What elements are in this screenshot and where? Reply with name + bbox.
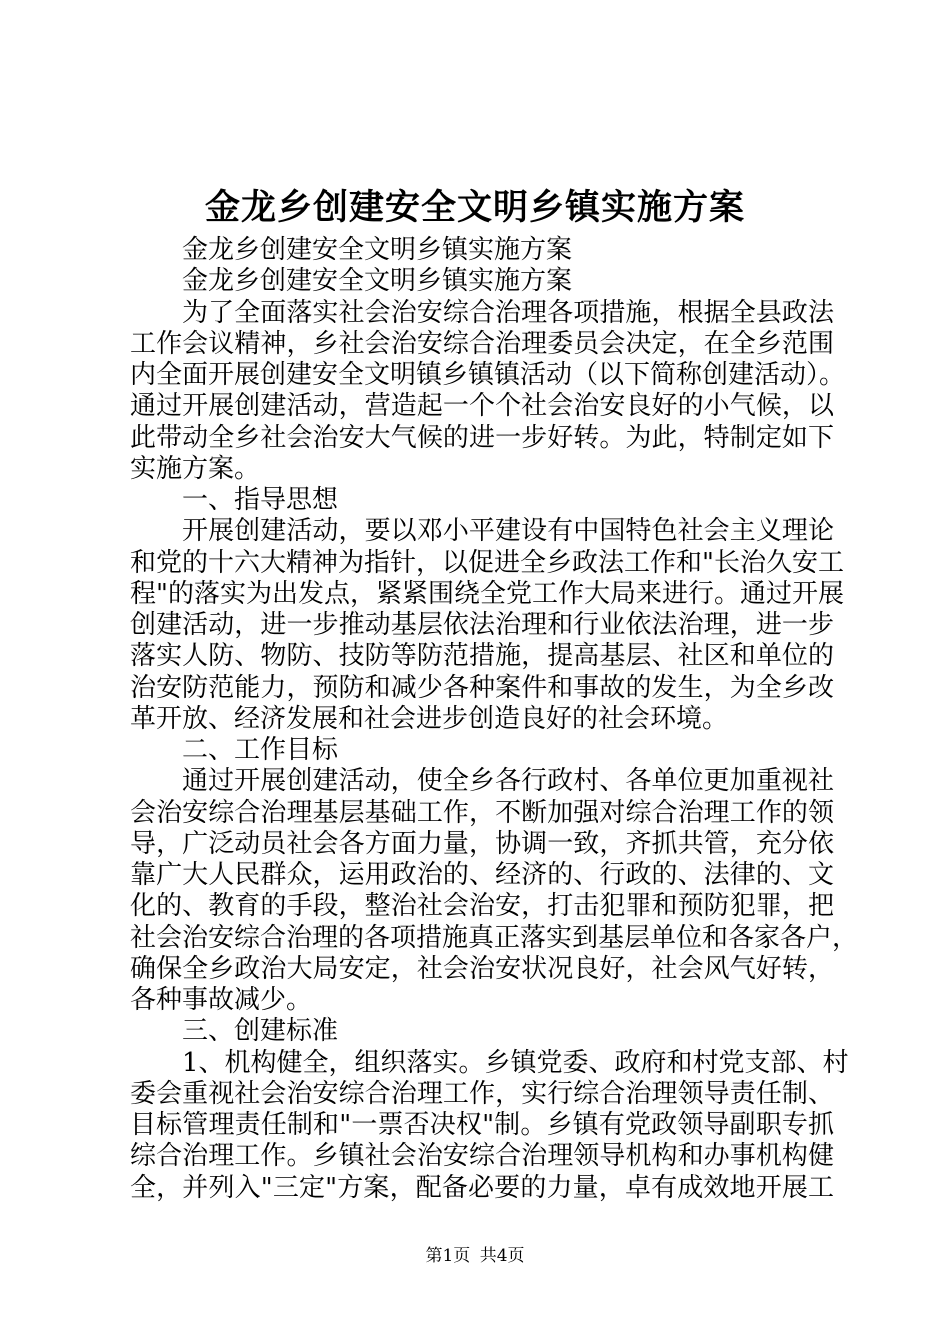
paragraph-line: 此带动全乡社会治安大气候的进一步好转。为此，特制定如下 [130, 422, 834, 453]
paragraph-line: 委会重视社会治安综合治理工作，实行综合治理领导责任制、 [130, 1078, 834, 1109]
paragraph-line: 创建活动，进一步推动基层依法治理和行业依法治理，进一步 [130, 610, 834, 640]
paragraph-line: 全，并列入"三定"方案，配备必要的力量，卓有成效地开展工 [130, 1172, 834, 1203]
paragraph-line: 综合治理工作。乡镇社会治安综合治理领导机构和办事机构健 [130, 1141, 834, 1172]
paragraph-line: 革开放、经济发展和社会进步创造良好的社会环境。 [130, 703, 729, 734]
section-heading-line: 一、指导思想 [182, 485, 339, 515]
section-heading-line: 金龙乡创建安全文明乡镇实施方案 [182, 235, 573, 265]
paragraph-line: 导，广泛动员社会各方面力量，协调一致，齐抓共管，充分依 [130, 828, 834, 859]
paragraph-line: 通过开展创建活动，营造起一个个社会治安良好的小气候，以 [130, 391, 834, 422]
paragraph-line: 落实人防、物防、技防等防范措施，提高基层、社区和单位的 [130, 641, 834, 672]
document-body [130, 235, 859, 1204]
paragraph-line: 实施方案。 [130, 453, 261, 484]
paragraph-line: 目标管理责任制和"一票否决权"制。乡镇有党政领导副职专抓 [130, 1110, 834, 1140]
paragraph-line: 程"的落实为出发点，紧紧围绕全党工作大局来进行。通过开展 [130, 578, 844, 609]
paragraph-line: 内全面开展创建安全文明镇乡镇镇活动（以下简称创建活动）。 [130, 360, 846, 390]
paragraph-line: 通过开展创建活动，使全乡各行政村、各单位更加重视社 [182, 766, 834, 797]
page-footer [0, 1244, 950, 1268]
paragraph-line: 会治安综合治理基层基础工作，不断加强对综合治理工作的领 [130, 797, 834, 828]
paragraph-line: 社会治安综合治理的各项措施真正落实到基层单位和各家各户， [130, 922, 859, 953]
paragraph-line: 化的、教育的手段，整治社会治安，打击犯罪和预防犯罪，把 [130, 891, 834, 922]
document-title: 金龙乡创建安全文明乡镇实施方案 [204, 187, 745, 228]
paragraph-line: 各种事故减少。 [130, 985, 313, 1015]
paragraph-line: 工作会议精神，乡社会治安综合治理委员会决定，在全乡范围 [130, 328, 834, 359]
paragraph-line: 和党的十六大精神为指针，以促进全乡政法工作和"长治久安工 [130, 547, 844, 578]
paragraph-line: 为了全面落实社会治安综合治理各项措施，根据全县政法 [182, 297, 834, 328]
section-heading-line: 金龙乡创建安全文明乡镇实施方案 [182, 266, 573, 297]
section-heading-line: 二、工作目标 [182, 735, 339, 765]
paragraph-line: 1、机构健全，组织落实。乡镇党委、政府和村党支部、村 [182, 1047, 849, 1078]
paragraph-line: 开展创建活动，要以邓小平建设有中国特色社会主义理论 [182, 516, 834, 547]
paragraph-line: 治安防范能力，预防和减少各种案件和事故的发生，为全乡改 [130, 672, 834, 703]
page-number: 第1页 [425, 1246, 471, 1266]
page-total: 共4页 [479, 1246, 525, 1266]
section-heading-line: 三、创建标准 [182, 1016, 339, 1047]
paragraph-line: 靠广大人民群众，运用政治的、经济的、行政的、法律的、文 [130, 860, 834, 890]
paragraph-line: 确保全乡政治大局安定，社会治安状况良好，社会风气好转， [130, 953, 834, 984]
